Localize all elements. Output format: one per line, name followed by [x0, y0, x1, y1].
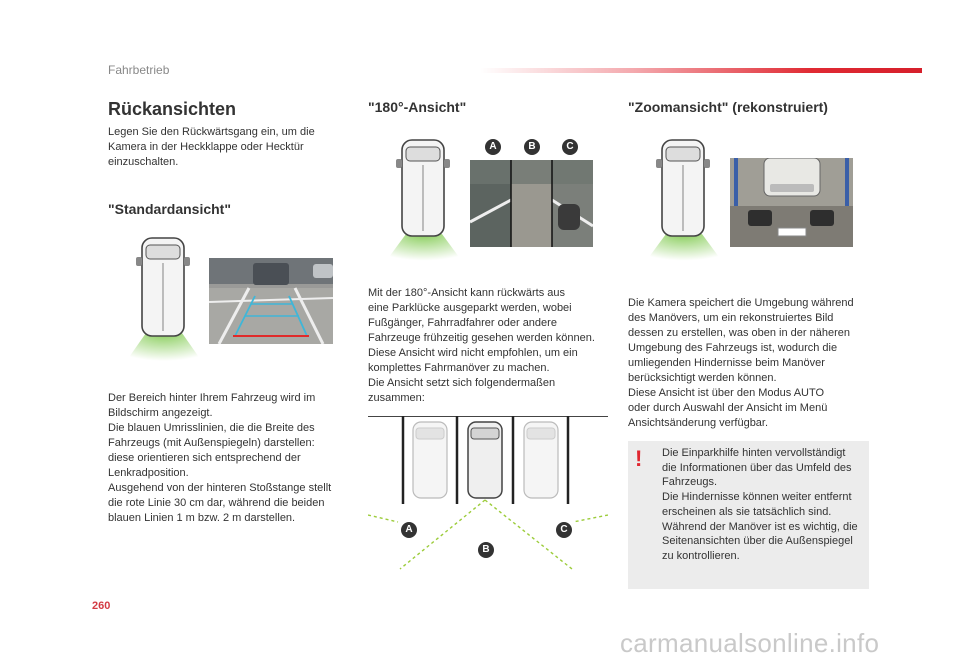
- warning-icon: !: [635, 446, 643, 471]
- title-rueckansichten: Rückansichten: [108, 99, 237, 119]
- marker-c-badge: C: [562, 139, 578, 155]
- warning-text: Die Einparkhilfe hinten vervollständigt die Informationen über das Umfeld des Fahrzeugs. Die Hindernisse können weiter entfernt erscheinen als sie tatsächlich sind. Während der Manöver ist es wichtig, die Seitenansichten über die Außenspiegel zu kontrollieren.: [662, 447, 858, 562]
- marker-a-badge: A: [485, 139, 501, 155]
- marker-a-badge: A: [401, 522, 417, 538]
- page-number: 260: [92, 600, 111, 612]
- standard-view-camera-image: [209, 258, 333, 344]
- 180-view-description: Mit der 180°-Ansicht kann rückwärts aus eine Parklücke ausgeparkt werden, wobei Fußgänger, Fahrradfahrer oder andere Fahrzeuge frühzeitig gesehen werden können. Diese Ansicht wird nicht empfohlen, um ein komplettes Fahrmanöver zu machen. Die Ansicht setzt sich folgendermaßen zusammen:: [368, 287, 595, 404]
- subtitle-standardansicht: "Standardansicht": [108, 201, 231, 217]
- van-top-view-illustration: [378, 136, 470, 272]
- marker-c-badge: C: [556, 522, 572, 538]
- van-top-view-illustration: [638, 136, 730, 272]
- header-accent-bar: [480, 68, 922, 73]
- intro-text: Legen Sie den Rückwärtsgang ein, um die Kamera in der Heckklappe oder Hecktür einzuschalten.: [108, 126, 315, 168]
- 180-view-camera-image: [470, 160, 593, 247]
- zoom-view-camera-image: [730, 158, 853, 247]
- watermark: carmanualsonline.info: [620, 628, 880, 658]
- title-180-ansicht: "180°-Ansicht": [368, 99, 467, 115]
- marker-b-badge: B: [524, 139, 540, 155]
- section-label: Fahrbetrieb: [108, 63, 170, 77]
- standard-view-description: Der Bereich hinter Ihrem Fahrzeug wird im Bildschirm angezeigt. Die blauen Umrisslinien, die die Breite des Fahrzeugs (mit Außenspiegeln) darstellen: diese orientieren sich entsprechend der Lenkradposition. Ausgehend von der hinteren Stoßstange stellt die rote Linie 30 cm dar, während die beiden blauen Linien 1 m bzw. 2 m darstellen.: [108, 392, 332, 524]
- title-zoomansicht: "Zoomansicht" (rekonstruiert): [628, 99, 828, 115]
- marker-b-badge: B: [478, 542, 494, 558]
- zoom-view-description: Die Kamera speichert die Umgebung während des Manövers, um ein rekonstruiertes Bild dessen zu erstellen, was oben in der näheren Umgebung des Fahrzeugs ist, wodurch die umliegenden Hindernisse beim Manöver berücksichtigt werden können. Diese Ansicht ist über den Modus AUTO oder durch Auswahl der Ansicht im Menü Ansichtsänderung verfügbar.: [628, 297, 854, 429]
- van-top-view-illustration: [118, 233, 210, 373]
